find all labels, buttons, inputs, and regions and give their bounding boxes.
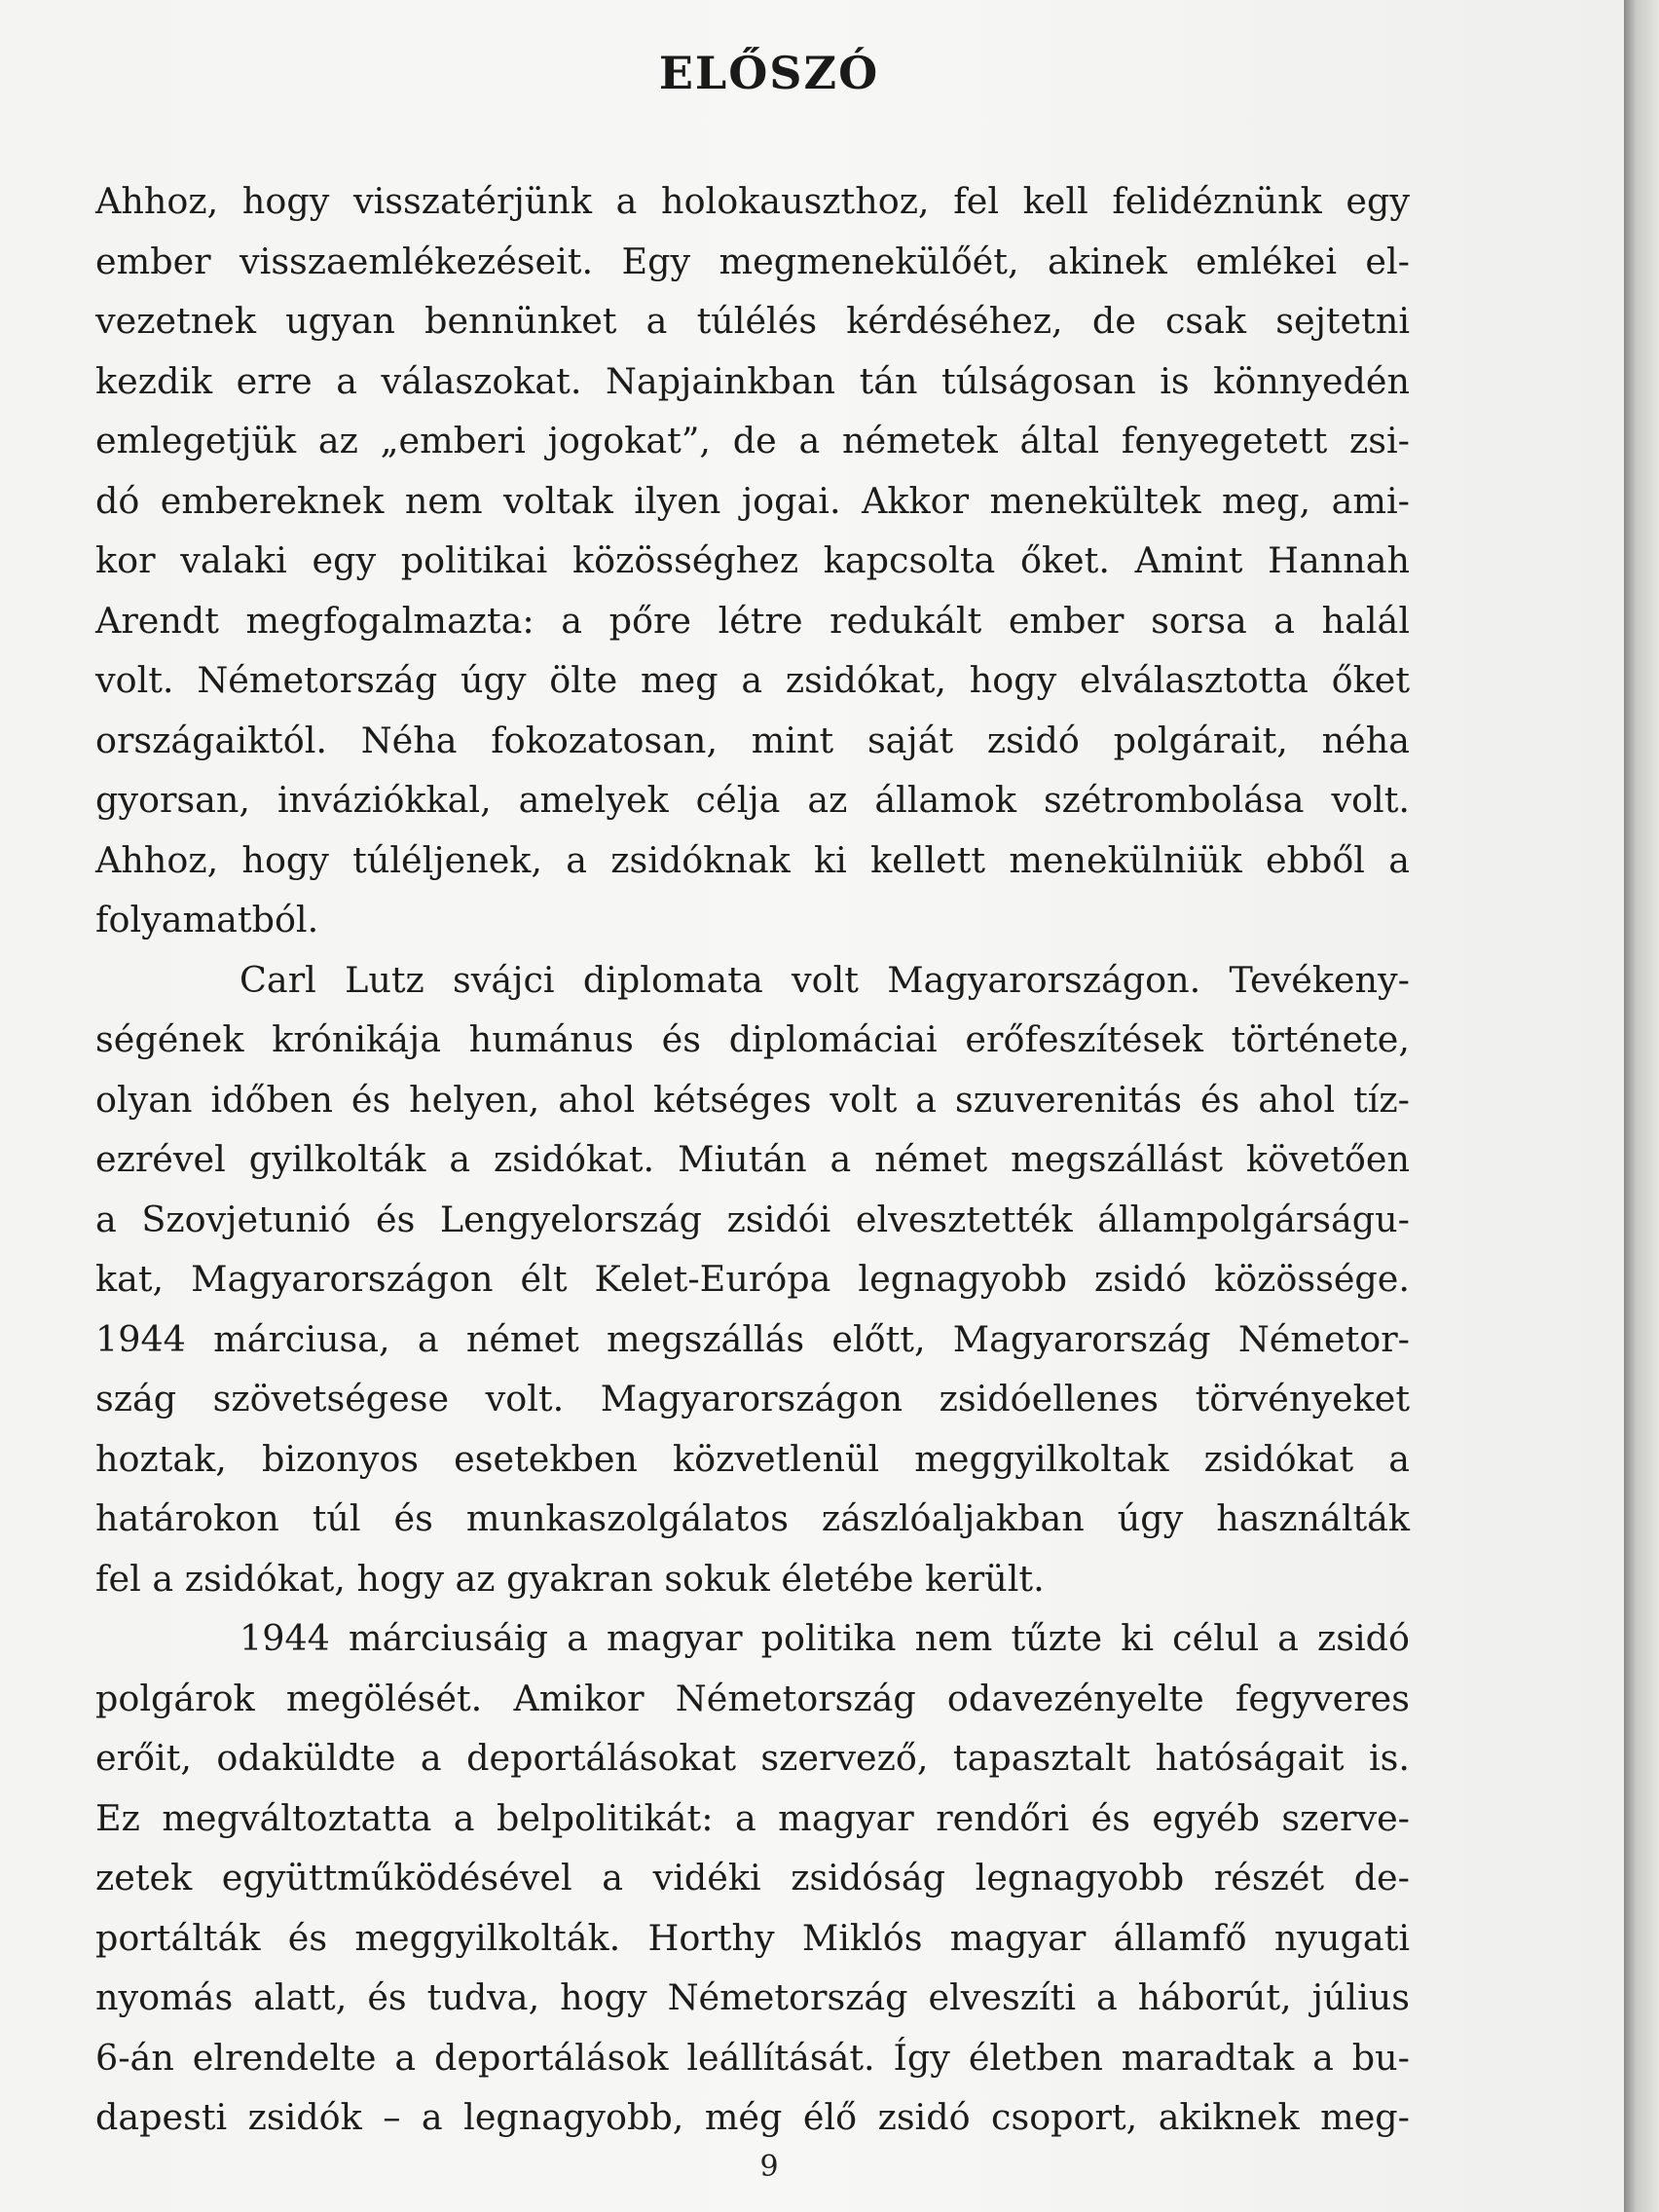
text-line: ezrével gyilkolták a zsidókat. Miután a német megszállást követően (95, 1138, 1410, 1180)
text-line: fel a zsidókat, hogy az gyakran sokuk életébe került. (95, 1557, 1045, 1600)
text-line: folyamatból. (95, 899, 319, 940)
page-title: ELŐSZÓ (658, 47, 880, 99)
text-line: Ahhoz, hogy visszatérjünk a holokauszthoz, fel kell felidéznünk egy (95, 180, 1410, 222)
text-line: Ez megváltoztatta a belpolitikát: a magyar rendőri és egyéb szerve- (95, 1796, 1410, 1839)
text-line: erőit, odaküldte a deportálásokat szervező, tapasztalt hatóságait is. (95, 1737, 1410, 1779)
text-line: nyomás alatt, és tudva, hogy Németország elveszíti a háborút, július (95, 1976, 1410, 2018)
text-line: ségének krónikája humánus és diplomáciai erőfeszítések története, (95, 1018, 1410, 1060)
text-line: 1944 márciusáig a magyar politika nem tűzte ki célul a zsidó (240, 1617, 1410, 1659)
text-line: portálták és meggyilkolták. Horthy Miklós magyar államfő nyugati (95, 1916, 1410, 1959)
paragraph-2 (95, 950, 1410, 1609)
text-line: Arendt megfogalmazta: a pőre létre redukált ember sorsa a halál (95, 599, 1410, 642)
text-line: Carl Lutz svájci diplomata volt Magyarországon. Tevékeny- (240, 958, 1410, 1001)
page-edge-shadow (1624, 0, 1659, 2212)
body-text (95, 171, 1410, 2148)
text-line: határokon túl és munkaszolgálatos zászlóaljakban úgy használták (95, 1497, 1410, 1539)
paragraph-3 (95, 1608, 1410, 2148)
text-line: a Szovjetunió és Lengyelország zsidói elvesztették állampolgárságu- (95, 1198, 1410, 1240)
text-line: országaiktól. Néha fokozatosan, mint saját zsidó polgárait, néha (95, 719, 1410, 761)
text-line: vezetnek ugyan bennünket a túlélés kérdéséhez, de csak sejtetni (95, 300, 1410, 342)
text-line: kat, Magyarországon élt Kelet-Európa legnagyobb zsidó közössége. (95, 1258, 1410, 1300)
text-line: kor valaki egy politikai közösséghez kapcsolta őket. Amint Hannah (95, 539, 1410, 581)
text-line: 1944 márciusa, a német megszállás előtt, Magyarország Németor- (95, 1317, 1410, 1360)
text-line: olyan időben és helyen, ahol kétséges volt a szuverenitás és ahol tíz- (95, 1078, 1410, 1121)
text-line: dó embereknek nem voltak ilyen jogai. Akkor menekültek meg, ami- (95, 479, 1410, 522)
text-line: dapesti zsidók – a legnagyobb, még élő zsidó csoport, akiknek meg- (95, 2096, 1410, 2138)
text-line: polgárok megölését. Amikor Németország odavezényelte fegyveres (95, 1677, 1410, 1719)
text-line: gyorsan, inváziókkal, amelyek célja az államok szétrombolása volt. (95, 779, 1410, 821)
text-line: 6-án elrendelte a deportálások leállítását. Így életben maradtak a bu- (95, 2036, 1410, 2079)
text-line: Ahhoz, hogy túléljenek, a zsidóknak ki kellett menekülniük ebből a (95, 838, 1410, 881)
text-line: zetek együttműködésével a vidéki zsidóság legnagyobb részét de- (95, 1857, 1410, 1899)
paragraph-1 (95, 171, 1410, 950)
text-line: volt. Németország úgy ölte meg a zsidókat, hogy elválasztotta őket (95, 659, 1410, 701)
text-line: szág szövetségese volt. Magyarországon zsidóellenes törvényeket (95, 1378, 1410, 1419)
text-line: emlegetjük az „emberi jogokat”, de a németek által fenyegetett zsi- (95, 420, 1410, 461)
text-line: hoztak, bizonyos esetekben közvetlenül meggyilkoltak zsidókat a (95, 1437, 1410, 1480)
page-number: 9 (759, 2150, 779, 2184)
text-line: kezdik erre a válaszokat. Napjainkban tán túlságosan is könnyedén (95, 359, 1410, 402)
text-line: ember visszaemlékezéseit. Egy megmenekülőét, akinek emlékei el- (95, 240, 1410, 282)
